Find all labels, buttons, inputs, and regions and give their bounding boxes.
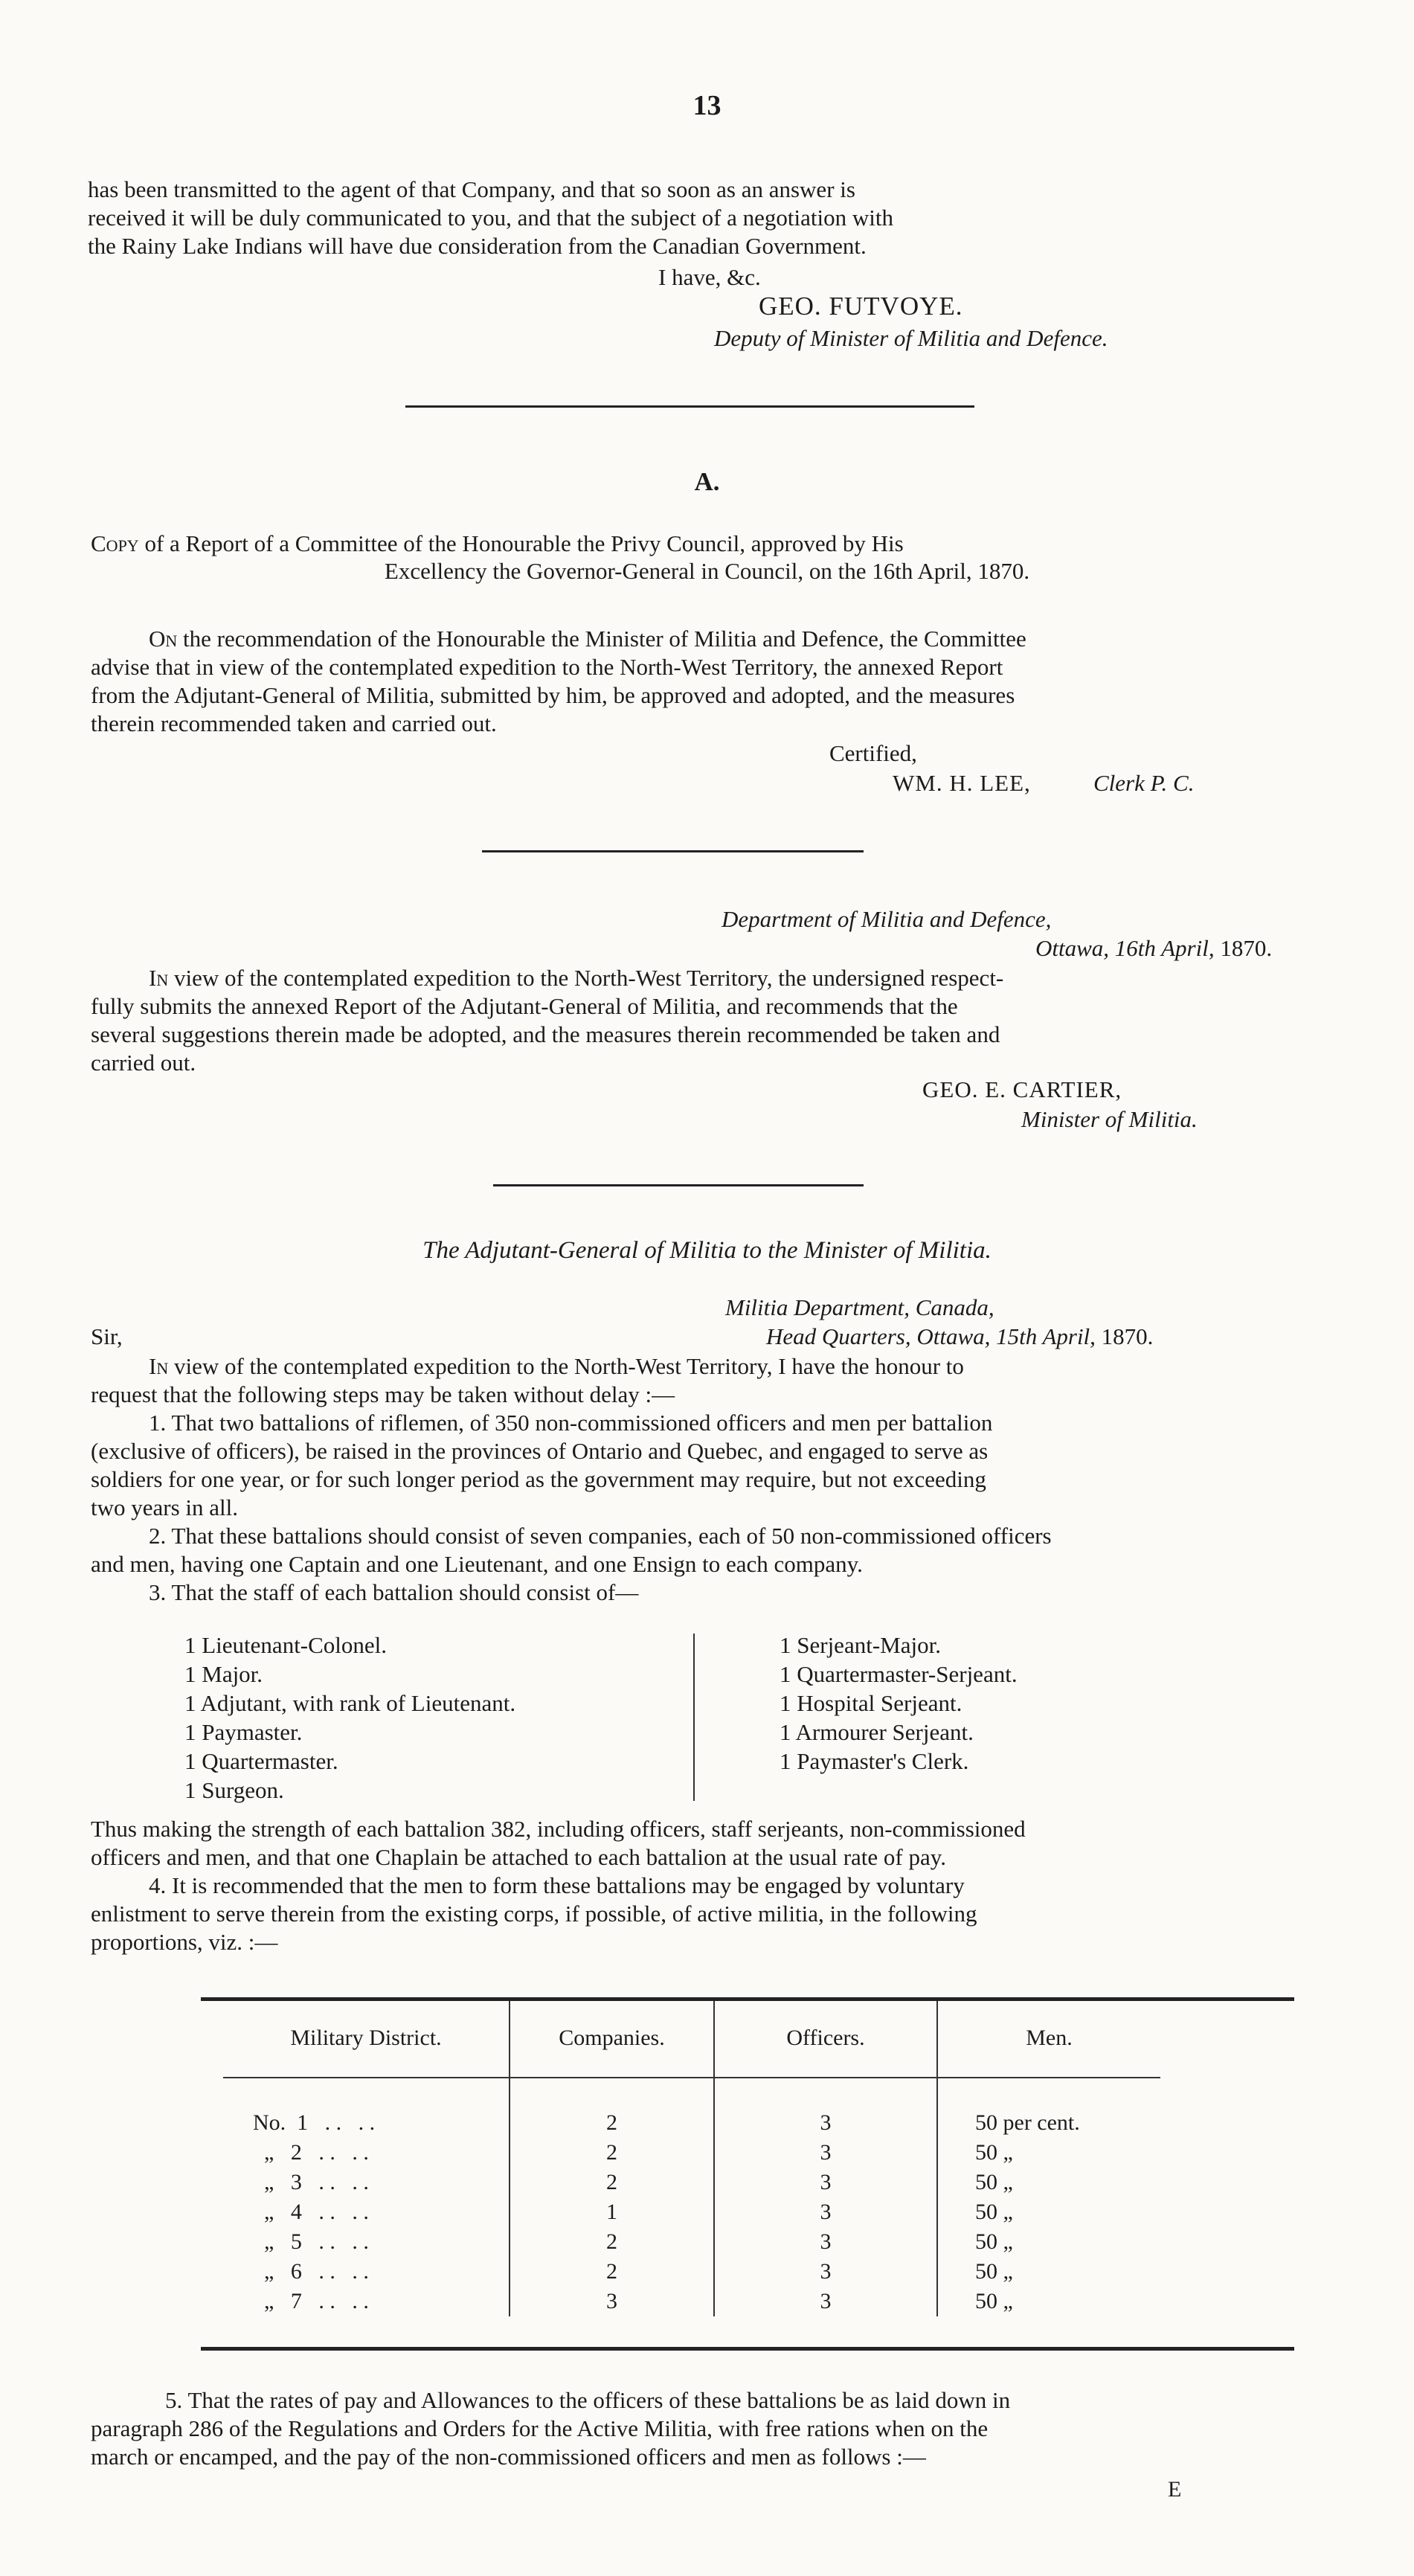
district-cell: No. 1 . . . . [223, 2075, 510, 2138]
table-row [223, 2168, 1160, 2197]
place-year: 1870. [1214, 935, 1273, 961]
district-cell: „ 5 . . . . [223, 2227, 510, 2257]
rec-line: from the Adjutant-General of Militia, submitted by him, be approved and adopted, and the measures [91, 682, 1015, 708]
place-city: Ottawa, [1035, 935, 1110, 961]
col-header-officers: Officers. [714, 2001, 937, 2075]
officers-cell: 3 [714, 2197, 937, 2227]
officers-cell: 3 [714, 2227, 937, 2257]
adjutant-body [91, 1352, 1308, 1607]
table-header-row [223, 2001, 1160, 2075]
staff-divider [693, 1634, 695, 1801]
officers-cell: 3 [714, 2168, 937, 2197]
staff-item: 1 Quartermaster-Serjeant. [780, 1661, 1018, 1687]
copy-lead: Copy [91, 530, 139, 556]
men-cell: 50 „ [975, 2289, 1013, 2313]
intro-paragraph [88, 176, 1308, 260]
intro-line: has been transmitted to the agent of that Company, and that so soon as an answer is [88, 176, 855, 202]
companies-cell: 1 [510, 2197, 714, 2227]
staff-item: 1 Armourer Serjeant. [780, 1719, 974, 1745]
companies-cell: 2 [510, 2168, 714, 2197]
hq-place: Head Quarters, Ottawa, [766, 1323, 991, 1349]
district-cell: „ 4 . . . . [223, 2197, 510, 2227]
companies-cell: 2 [510, 2138, 714, 2168]
officers-cell: 3 [714, 2075, 937, 2138]
companies-cell: 2 [510, 2257, 714, 2287]
men-cell: 50 „ [975, 2259, 1013, 2284]
staff-item: 1 Hospital Serjeant. [780, 1690, 963, 1716]
table-row [223, 2138, 1160, 2168]
dept-name: Department of Militia and Defence, [722, 906, 1052, 932]
dept-lead: In [149, 965, 169, 991]
adjutant-line: request that the following steps may be taken without delay :— [91, 1381, 675, 1407]
certifier-title: Clerk P. C. [1093, 770, 1195, 796]
staff-list-left [184, 1631, 515, 1805]
section-letter: A. [694, 467, 720, 496]
dept-paragraph [91, 964, 1308, 1077]
item-1-line: soldiers for one year, or for such longer period as the government may require, but not exceeding [91, 1466, 986, 1492]
rec-line: advise that in view of the contemplated expedition to the North-West Territory, the annexed Report [91, 654, 1003, 680]
item-4-line: 4. It is recommended that the men to form these battalions may be engaged by voluntary [149, 1872, 965, 1898]
dept-line: fully submits the annexed Report of the Adjutant-General of Militia, and recommends that the [91, 993, 958, 1019]
staff-item: 1 Quartermaster. [184, 1748, 338, 1774]
staff-item: 1 Surgeon. [184, 1777, 284, 1803]
men-cell: 50 „ [975, 2200, 1013, 2224]
recommendation-paragraph [91, 625, 1308, 738]
men-cell: 50 „ [975, 2170, 1013, 2194]
table-row [223, 2227, 1160, 2257]
men-cell: 50 per cent. [975, 2110, 1080, 2135]
copy-of-report [91, 530, 1308, 558]
adjutant-line: view of the contemplated expedition to the North-West Territory, I have the honour to [168, 1353, 964, 1379]
staff-item: 1 Major. [184, 1661, 263, 1687]
adjutant-dept: Militia Department, Canada, [725, 1294, 994, 1320]
men-cell: 50 „ [975, 2229, 1013, 2254]
salutation: Sir, [91, 1323, 123, 1349]
officers-cell: 3 [714, 2257, 937, 2287]
item-4-line: proportions, viz. :— [91, 1929, 278, 1955]
dept-signer: GEO. E. CARTIER, [922, 1076, 1122, 1102]
intro-closing: I have, &c. [658, 264, 761, 290]
companies-cell: 2 [510, 2075, 714, 2138]
item-2-line: and men, having one Captain and one Lieutenant, and one Ensign to each company. [91, 1551, 863, 1577]
copy-line: of a Report of a Committee of the Honourable the Privy Council, approved by His [138, 530, 904, 556]
item-2-line: 2. That these battalions should consist of seven companies, each of 50 non-commissioned officers [149, 1523, 1052, 1549]
signature-mark: E [1168, 2477, 1182, 2502]
hq-year: 1870. [1095, 1323, 1154, 1349]
staff-item: 1 Lieutenant-Colonel. [184, 1632, 388, 1658]
table-bottom-rule [201, 2347, 1294, 2351]
hq-date: 15th April, [990, 1323, 1096, 1349]
rec-line: the recommendation of the Honourable the Minister of Militia and Defence, the Committee [177, 626, 1026, 652]
certified-label: Certified, [829, 740, 917, 766]
item-1-line: (exclusive of officers), be raised in the provinces of Ontario and Quebec, and engaged to serve as [91, 1438, 989, 1464]
battalion-strength-paragraph [91, 1815, 1308, 1956]
col-header-district: Military District. [223, 2001, 510, 2075]
district-cell: „ 2 . . . . [223, 2138, 510, 2168]
col-header-men: Men. [1026, 2026, 1073, 2050]
men-cell: 50 „ [975, 2140, 1013, 2165]
item-1-line: two years in all. [91, 1494, 239, 1520]
staff-list-right [780, 1631, 1018, 1776]
rec-lead: On [149, 626, 178, 652]
table-row [223, 2257, 1160, 2287]
item-5-line: paragraph 286 of the Regulations and Orders for the Active Militia, with free rations when on the [91, 2415, 989, 2441]
adjutant-hq [766, 1323, 1153, 1350]
table-row [223, 2075, 1160, 2138]
table-header-rule [223, 2077, 1160, 2078]
col-header-companies: Companies. [510, 2001, 714, 2075]
adjutant-heading: The Adjutant-General of Militia to the Minister of Militia. [422, 1237, 992, 1264]
dept-place-date [1035, 935, 1272, 962]
item-5-line: march or encamped, and the pay of the non-commissioned officers and men as follows :— [91, 2444, 926, 2470]
certifier-name: WM. H. LEE, [893, 770, 1031, 796]
copy-line-2: Excellency the Governor-General in Council, on the 16th April, 1870. [384, 558, 1030, 584]
intro-line: received it will be duly communicated to you, and that the subject of a negotiation with [88, 205, 893, 231]
staff-item: 1 Paymaster's Clerk. [780, 1748, 969, 1774]
district-cell: „ 7 . . . . [223, 2287, 510, 2316]
officers-cell: 3 [714, 2138, 937, 2168]
dept-line: carried out. [91, 1050, 196, 1076]
strength-line: Thus making the strength of each battalion 382, including officers, staff serjeants, non-commissioned [91, 1816, 1026, 1842]
section-divider [405, 405, 974, 408]
item-3-line: 3. That the staff of each battalion should consist of— [149, 1579, 639, 1605]
rec-line: therein recommended taken and carried out. [91, 710, 497, 736]
dept-line: view of the contemplated expedition to the North-West Territory, the undersigned respect- [168, 965, 1004, 991]
district-cell: „ 3 . . . . [223, 2168, 510, 2197]
section-divider [493, 1184, 864, 1186]
district-table [223, 2001, 1160, 2316]
intro-line: the Rainy Lake Indians will have due consideration from the Canadian Government. [88, 233, 867, 259]
staff-item: 1 Serjeant-Major. [780, 1632, 941, 1658]
item-1-line: 1. That two battalions of riflemen, of 350 non-commissioned officers and men per battalion [149, 1410, 993, 1436]
strength-line: officers and men, and that one Chaplain be attached to each battalion at the usual rate of pay. [91, 1844, 946, 1870]
companies-cell: 3 [510, 2287, 714, 2316]
adjutant-lead: In [149, 1353, 169, 1379]
item-4-line: enlistment to serve therein from the existing corps, if possible, of active militia, in the following [91, 1901, 977, 1927]
table-row [223, 2197, 1160, 2227]
item-5-paragraph [91, 2386, 1308, 2471]
intro-signer: GEO. FUTVOYE. [759, 292, 963, 321]
place-date: 16th April, [1109, 935, 1215, 961]
dept-line: several suggestions therein made be adopted, and the measures therein recommended be taken and [91, 1021, 1000, 1047]
district-cell: „ 6 . . . . [223, 2257, 510, 2287]
item-5-line: 5. That the rates of pay and Allowances to the officers of these battalions be as laid down in [165, 2387, 1011, 2413]
table-row [223, 2287, 1160, 2316]
officers-cell: 3 [714, 2287, 937, 2316]
staff-item: 1 Adjutant, with rank of Lieutenant. [184, 1690, 516, 1716]
section-divider [482, 850, 864, 852]
companies-cell: 2 [510, 2227, 714, 2257]
dept-signer-title: Minister of Militia. [1021, 1106, 1198, 1132]
staff-item: 1 Paymaster. [184, 1719, 303, 1745]
intro-signer-title: Deputy of Minister of Militia and Defence. [714, 325, 1108, 351]
page-number: 13 [692, 90, 722, 121]
